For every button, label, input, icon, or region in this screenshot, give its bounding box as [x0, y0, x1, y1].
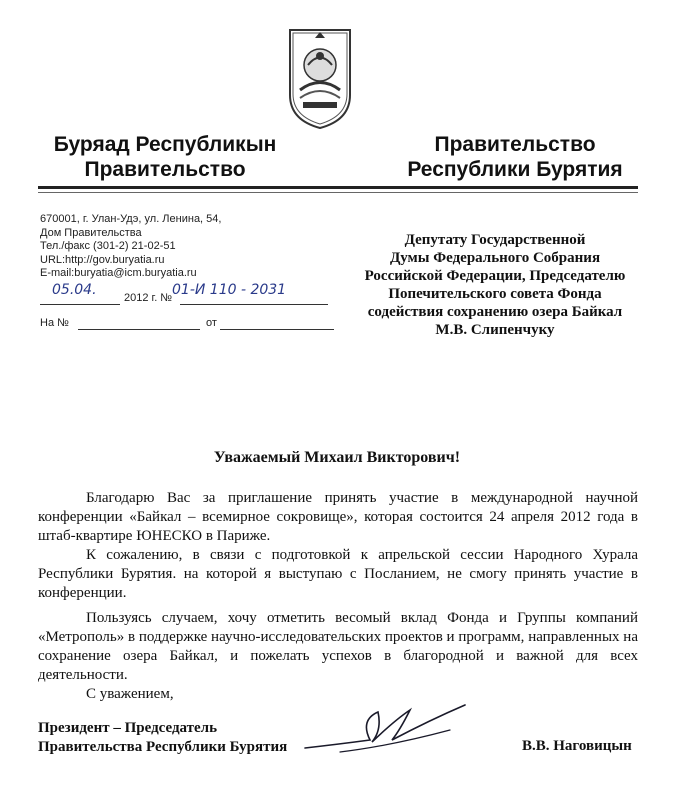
number-underline — [180, 304, 328, 305]
address-block — [40, 213, 221, 281]
header-right-line2: Республики Бурятия — [407, 158, 623, 181]
signatory-title-line1: Президент – Председатель — [38, 720, 218, 736]
address-line: 670001, г. Улан-Удэ, ул. Ленина, 54, — [40, 213, 222, 225]
year-number-label: 2012 г. № — [124, 292, 173, 304]
handwritten-signature — [300, 700, 470, 760]
recipient-line: Попечительского совета Фонда — [388, 286, 602, 302]
recipient-block — [330, 231, 660, 339]
signatory-title-line2: Правительства Республики Бурятия — [38, 739, 288, 755]
header-divider — [38, 186, 638, 189]
signatory-name: В.В. Наговицын — [522, 738, 632, 754]
closing: С уважением, — [86, 686, 174, 702]
na-underline — [78, 329, 200, 330]
letter-body — [38, 489, 638, 704]
address-line: Дом Правительства — [40, 226, 142, 239]
paragraph: Пользуясь случаем, хочу отметить весомый вклад Фонда и Группы компаний «Метрополь» в поддержке научно-исследовательских проектов и программ, направленных на сохранение озера Байкал, и пожелать успехов в благородной и важной для всех деятельности. — [38, 610, 638, 683]
paragraph: Благодарю Вас за приглашение принять участие в международной научной конференции «Байкал – всемирное сокровище», которая состоится 24 апреля 2012 года в штаб-квартире ЮНЕСКО в Париже. — [38, 490, 638, 544]
recipient-line: Депутату Государственной — [404, 232, 586, 248]
recipient-line: Думы Федерального Собрания — [389, 250, 601, 266]
recipient-line: Российской Федерации, Председателю — [364, 268, 626, 284]
signatory-title — [38, 719, 287, 757]
date-underline — [40, 304, 120, 305]
header-right-line1: Правительство — [434, 133, 596, 156]
reference-date-line — [40, 282, 330, 308]
header-divider-thin — [38, 192, 638, 193]
ot-underline — [220, 329, 334, 330]
handwritten-date: 05.04. — [52, 282, 97, 298]
header-left-line2: Правительство — [84, 158, 246, 181]
header-right — [385, 132, 645, 182]
recipient-line: содействия сохранению озера Байкал — [367, 304, 623, 320]
header-left — [40, 132, 290, 182]
recipient-name: М.В. Слипенчуку — [435, 322, 555, 338]
handwritten-number: 01-И 110 - 2031 — [172, 282, 287, 298]
na-label: На № — [40, 317, 69, 329]
url-line: URL:http://gov.buryatia.ru — [40, 253, 165, 266]
paragraph: К сожалению, в связи с подготовкой к апрельской сессии Народного Хурала Республики Бурятия. на которой я выступаю с Посланием, не смогу принять участие в конференции. — [38, 547, 638, 601]
email-line: E-mail:buryatia@icm.buryatia.ru — [40, 267, 197, 279]
greeting: Уважаемый Михаил Викторович! — [213, 449, 461, 466]
ot-label: от — [206, 317, 217, 329]
phone-line: Тел./факс (301-2) 21-02-51 — [40, 240, 176, 252]
reference-na-line — [40, 317, 340, 333]
coat-of-arms-emblem — [285, 20, 355, 130]
header-left-line1: Буряад Республикын — [53, 133, 277, 156]
